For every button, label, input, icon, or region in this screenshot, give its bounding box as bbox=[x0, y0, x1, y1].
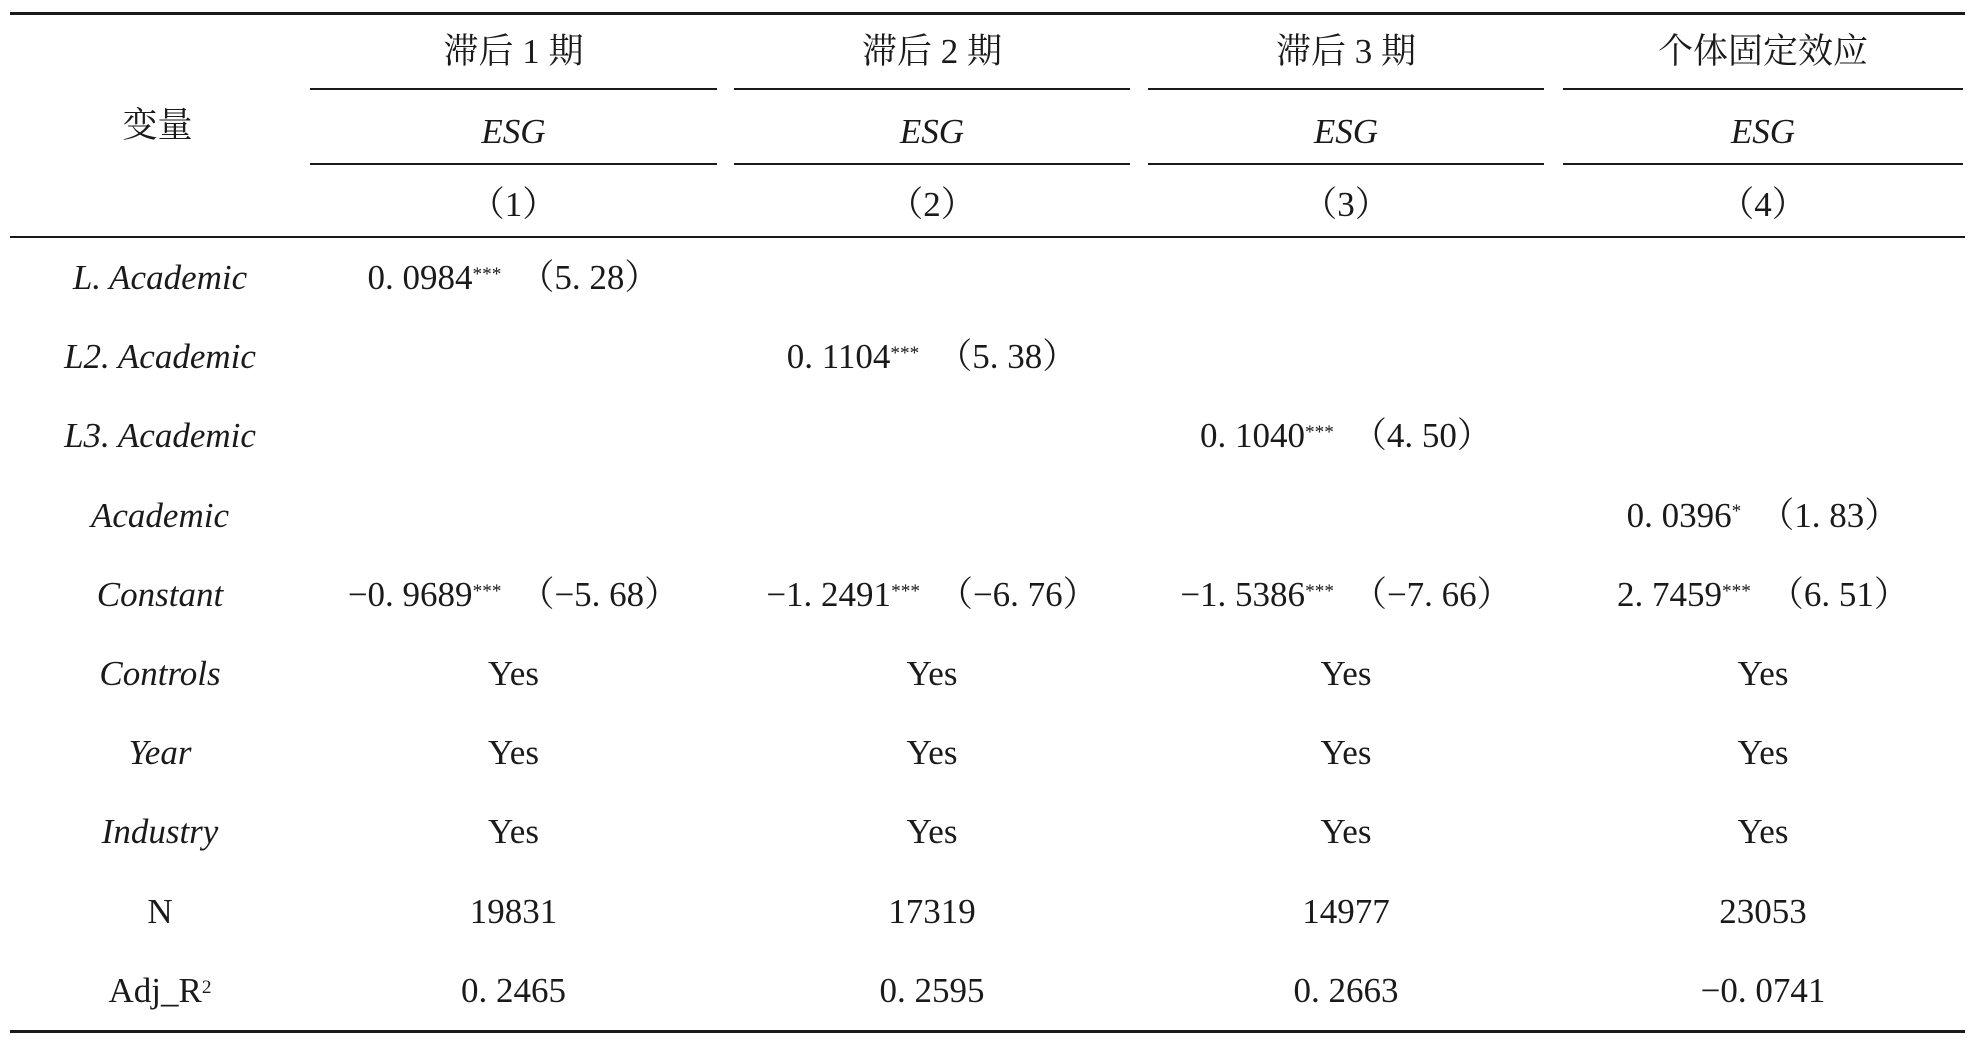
column-header-rule bbox=[1563, 88, 1963, 90]
table-cell: Yes bbox=[1320, 654, 1372, 694]
table-cell: 19831 bbox=[469, 891, 558, 931]
table-cell: Yes bbox=[1737, 812, 1789, 852]
table-cell: Yes bbox=[906, 654, 958, 694]
column-header-rule bbox=[1148, 88, 1544, 90]
coefficient-cell: −1. 2491 *** （−6. 76） bbox=[766, 574, 1098, 614]
regression-table bbox=[10, 0, 1965, 1040]
table-cell: 23053 bbox=[1719, 891, 1807, 931]
table-cell: Yes bbox=[1737, 654, 1789, 694]
coefficient-cell: 0. 1104 *** （5. 38） bbox=[786, 337, 1078, 377]
table-cell: Yes bbox=[1737, 733, 1789, 773]
table-cell: Yes bbox=[906, 733, 958, 773]
coefficient-cell: 0. 0396 * （1. 83） bbox=[1626, 495, 1900, 535]
table-cell: Yes bbox=[488, 733, 539, 773]
row-label: Adj_R $^2$ bbox=[108, 970, 212, 1010]
column-header-rule bbox=[734, 88, 1130, 90]
coefficient-cell: 2. 7459 *** （6. 51） bbox=[1617, 574, 1909, 614]
table-cell: Yes bbox=[488, 812, 539, 852]
coefficient-cell: −1. 5386 *** （−7. 66） bbox=[1180, 574, 1512, 614]
row-label: Constant bbox=[96, 574, 224, 614]
coefficient-cell: −0. 9689 *** （−5. 68） bbox=[347, 574, 680, 614]
table-cell: 14977 bbox=[1302, 891, 1390, 931]
column-header-rule bbox=[310, 163, 717, 165]
row-label: L. Academic bbox=[72, 258, 248, 298]
column-header-rule bbox=[310, 88, 717, 90]
row-label: L3. Academic bbox=[64, 416, 256, 456]
coefficient-cell: 0. 1040 *** （4. 50） bbox=[1200, 416, 1492, 456]
column-group-header: 滞后 2 期 bbox=[861, 32, 1002, 71]
row-label: Controls bbox=[99, 654, 221, 694]
column-number-header: （2） bbox=[888, 185, 976, 224]
table-cell: Yes bbox=[1320, 812, 1372, 852]
row-label: Academic bbox=[91, 495, 229, 535]
column-header-rule bbox=[1563, 163, 1963, 165]
row-label: L2. Academic bbox=[64, 337, 256, 377]
row-label: Industry bbox=[101, 812, 219, 852]
row-label: Year bbox=[128, 733, 192, 773]
column-group-header: 滞后 1 期 bbox=[443, 32, 584, 71]
row-label: N bbox=[147, 891, 173, 931]
column-number-header: （1） bbox=[469, 185, 558, 224]
variable-header: 变量 bbox=[122, 106, 193, 145]
table-cell: 17319 bbox=[888, 891, 976, 931]
table-cell: 0. 2595 bbox=[879, 970, 985, 1010]
column-header-rule bbox=[1148, 163, 1544, 165]
table-cell: 0. 2465 bbox=[461, 970, 566, 1010]
table-cell: −0. 0741 bbox=[1700, 970, 1826, 1010]
table-cell: Yes bbox=[906, 812, 958, 852]
column-group-header: 个体固定效应 bbox=[1657, 32, 1868, 71]
dependent-variable-header: ESG bbox=[899, 112, 965, 151]
column-number-header: （4） bbox=[1719, 185, 1807, 224]
column-header-rule bbox=[734, 163, 1130, 165]
dependent-variable-header: ESG bbox=[1730, 112, 1796, 151]
coefficient-cell: 0. 0984 *** （5. 28） bbox=[367, 258, 660, 298]
table-cell: Yes bbox=[488, 654, 539, 694]
table-cell: 0. 2663 bbox=[1293, 970, 1399, 1010]
table-cell: Yes bbox=[1320, 733, 1372, 773]
column-group-header: 滞后 3 期 bbox=[1275, 32, 1416, 71]
bottom-rule bbox=[10, 1030, 1965, 1033]
dependent-variable-header: ESG bbox=[481, 112, 546, 151]
dependent-variable-header: ESG bbox=[1313, 112, 1379, 151]
column-number-header: （3） bbox=[1302, 185, 1390, 224]
